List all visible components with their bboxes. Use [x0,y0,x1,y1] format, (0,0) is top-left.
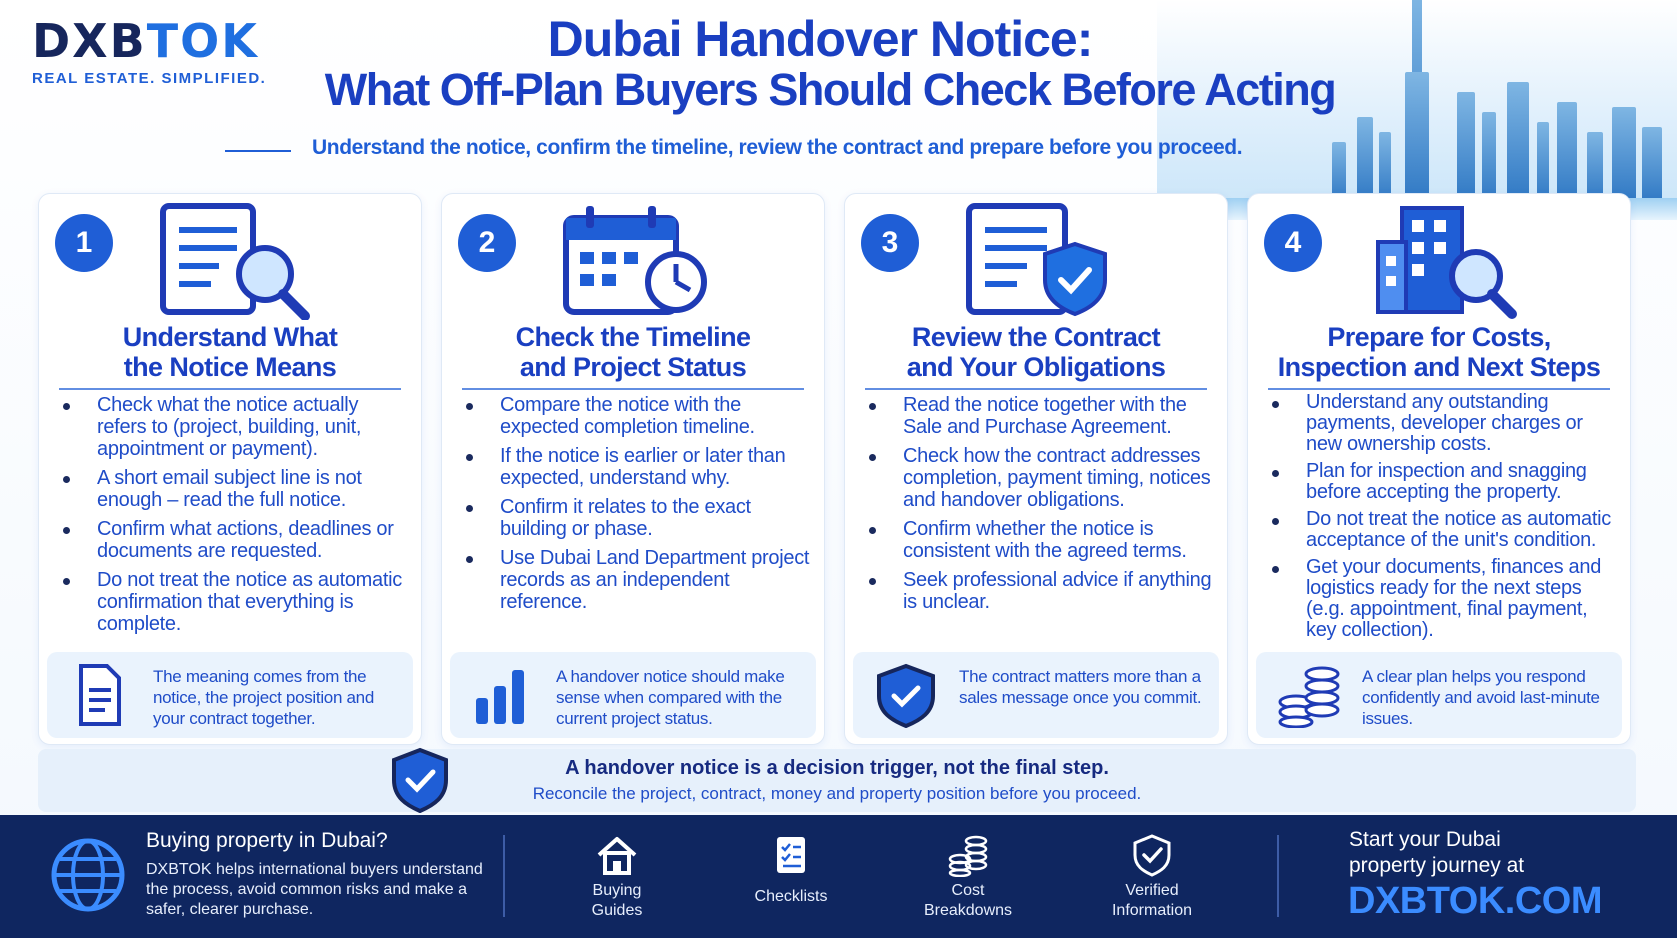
list-item: Confirm whether the notice is consistent with the agreed terms. [865,518,1213,562]
list-item: Confirm what actions, deadlines or documents are requested. [59,518,407,562]
note-text: A handover notice should make sense when compared with the current project status. [556,667,785,728]
footer-text: DXBTOK helps international buyers understand the process, avoid common risks and make a safer, clearer purchase. [146,861,483,918]
page-title-line2: What Off-Plan Buyers Should Check Before Acting [324,64,1336,115]
shield-check-icon [1130,833,1174,877]
step-title: Prepare for Costs, Inspection and Next Steps [1277,322,1601,382]
step-title: Review the Contract and Your Obligations [906,322,1166,382]
banner-subtext: Reconcile the project, contract, money and property position before you proceed. [532,784,1142,803]
step-number: 1 [55,214,113,272]
step-note [47,652,413,738]
step-number: 4 [1264,214,1322,272]
banner-headline: A handover notice is a decision trigger, not the final step. [565,757,1109,779]
calendar-clock-icon [552,202,722,320]
step-card-3 [844,193,1228,745]
logo-tagline: REAL ESTATE. SIMPLIFIED. [32,70,267,87]
step-number: 2 [458,214,516,272]
coins-icon [946,833,990,877]
title-divider [865,388,1207,390]
footer-link-buying-guides[interactable]: Buying Guides [552,833,682,921]
building-search-icon [1358,202,1528,320]
step-card-4 [1247,193,1631,745]
list-item: Compare the notice with the expected completion timeline. [462,394,810,438]
checklist-icon [769,833,813,877]
contract-shield-icon [955,202,1125,320]
logo-wordmark: DXBTOK [32,14,259,68]
bar-chart-icon [470,662,536,728]
footer-title: Buying property in Dubai? [146,829,388,852]
footer-link-cost-breakdowns[interactable]: Cost Breakdowns [903,833,1033,921]
title-divider [462,388,804,390]
subtitle-rule [225,150,291,152]
note-text: The meaning comes from the notice, the project position and your contract together. [153,667,374,728]
list-item: A short email subject line is not enough – read the full notice. [59,467,407,511]
step-note [1256,652,1622,738]
house-icon [595,833,639,877]
list-item: Do not treat the notice as automatic confirmation that everything is complete. [59,569,407,635]
step-card-2 [441,193,825,745]
key-takeaway-banner [38,749,1636,812]
brand-logo [32,14,267,87]
website-link[interactable]: DXBTOK.COM [1348,880,1602,922]
step-bullet-list [59,394,407,642]
page-title: Dubai Handover Notice: [547,11,1093,67]
footer-divider [503,835,505,917]
step-note [853,652,1219,738]
list-item: Use Dubai Land Department project records as an independent reference. [462,547,810,613]
footer [0,815,1677,938]
list-item: If the notice is earlier or later than expected, understand why. [462,445,810,489]
title-divider [1268,388,1610,390]
footer-divider [1277,835,1279,917]
list-item: Read the notice together with the Sale and Purchase Agreement. [865,394,1213,438]
globe-icon [50,837,126,913]
footer-link-verified-information[interactable]: Verified Information [1087,833,1217,921]
page-subtitle: Understand the notice, confirm the timeline, review the contract and prepare before you proceed. [312,136,1243,159]
step-bullet-list [1268,392,1616,647]
coins-icon [1276,662,1342,728]
list-item: Do not treat the notice as automatic acceptance of the unit's condition. [1268,509,1616,551]
list-item: Seek professional advice if anything is unclear. [865,569,1213,613]
document-search-icon [149,202,319,320]
footer-link-checklists[interactable]: Checklists [726,833,856,907]
list-item: Get your documents, finances and logistics ready for the next steps (e.g. appointment, final payment, key collection). [1268,557,1616,641]
step-number: 3 [861,214,919,272]
list-item: Check what the notice actually refers to (project, building, unit, appointment or payment). [59,394,407,460]
step-title: Check the Timeline and Project Status [515,322,751,382]
note-text: The contract matters more than a sales message once you commit. [959,667,1202,707]
step-title: Understand What the Notice Means [122,322,338,382]
step-card-1 [38,193,422,745]
document-icon [67,662,133,728]
step-bullet-list [462,394,810,620]
shield-check-icon [873,662,939,728]
list-item: Confirm it relates to the exact building or phase. [462,496,810,540]
list-item: Check how the contract addresses completion, payment timing, notices and handover obligations. [865,445,1213,511]
step-note [450,652,816,738]
title-divider [59,388,401,390]
footer-cta-text: Start your Dubai property journey at [1349,828,1525,877]
note-text: A clear plan helps you respond confidently and avoid last-minute issues. [1362,667,1600,728]
list-item: Plan for inspection and snagging before accepting the property. [1268,461,1616,503]
list-item: Understand any outstanding payments, developer charges or new ownership costs. [1268,392,1616,455]
step-bullet-list [865,394,1213,620]
